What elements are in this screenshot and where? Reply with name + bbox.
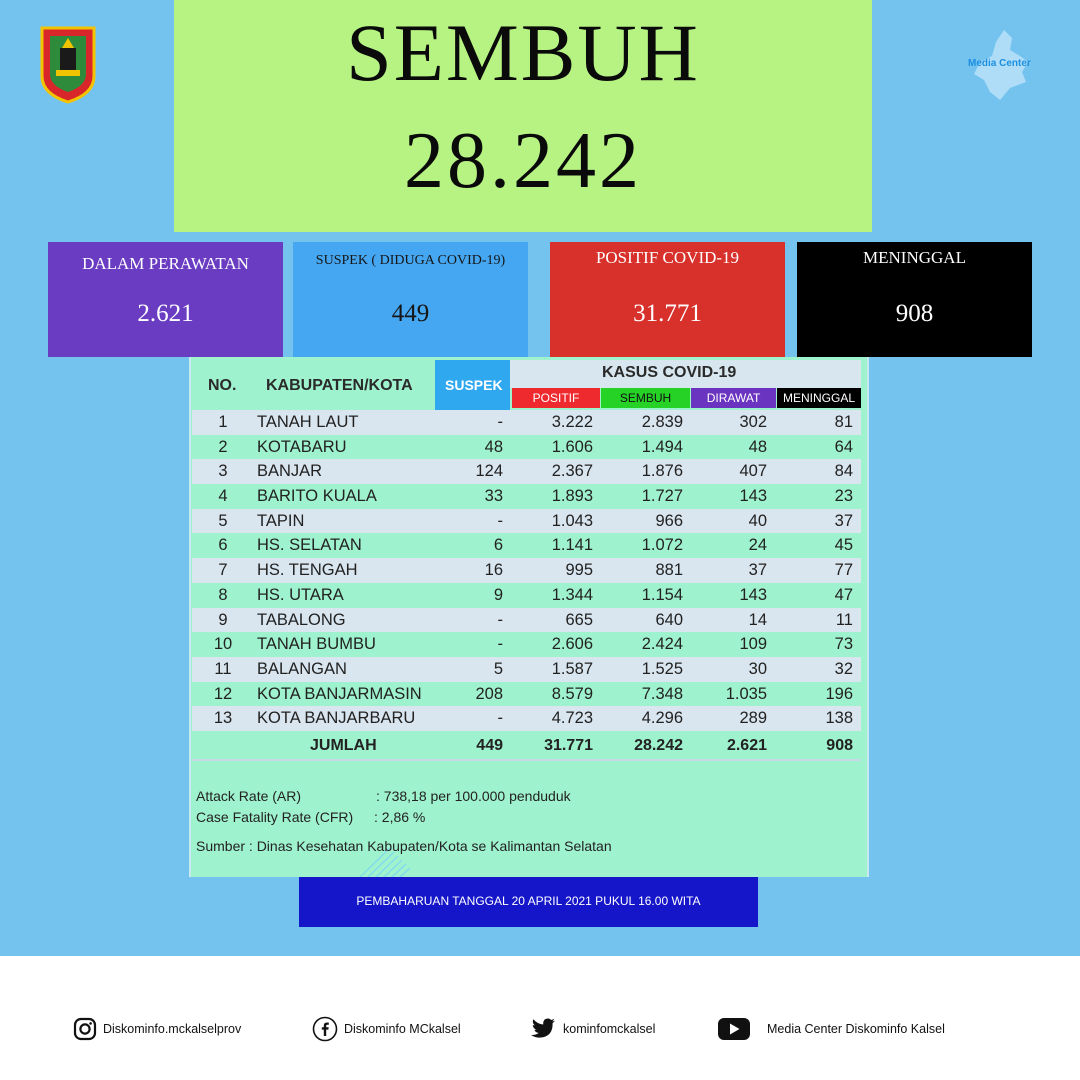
cfr-label: Case Fatality Rate (CFR) [196, 809, 354, 825]
cell-meninggal: 138 [825, 709, 853, 728]
attack-rate-value: : 738,18 per 100.000 penduduk [376, 788, 571, 804]
cell-sembuh: 966 [655, 511, 683, 530]
instagram-link[interactable] [73, 1016, 241, 1042]
cell-kabupaten: KOTABARU [257, 437, 347, 456]
table-row [192, 410, 861, 435]
cell-dirawat: 143 [739, 585, 767, 604]
sembuh-banner [174, 0, 872, 232]
cell-kabupaten: BANJAR [257, 462, 323, 481]
cell-kabupaten: HS. TENGAH [257, 561, 358, 580]
table-row [192, 632, 861, 657]
cell-dirawat: 40 [748, 511, 767, 530]
header-kasus: KASUS COVID-19 [602, 364, 737, 381]
cell-kabupaten: BARITO KUALA [257, 487, 377, 506]
cell-kabupaten: TAPIN [257, 511, 305, 530]
sembuh-title: SEMBUH [346, 7, 700, 98]
total-label: JUMLAH [310, 737, 377, 754]
twitter-icon [529, 1017, 557, 1041]
cell-positif: 995 [565, 561, 593, 580]
cell-kabupaten: KOTA BANJARBARU [257, 709, 416, 728]
cell-positif: 1.141 [551, 536, 593, 555]
cell-no: 8 [218, 585, 228, 604]
stat-label: SUSPEK ( DIDUGA COVID-19) [315, 253, 506, 268]
instagram-icon [73, 1017, 97, 1041]
cell-sembuh: 1.494 [641, 437, 683, 456]
cell-suspek: 6 [493, 536, 503, 555]
table-row [192, 608, 861, 633]
cell-no: 11 [214, 659, 232, 678]
cell-meninggal: 77 [834, 561, 853, 580]
stat-dalam-perawatan [48, 242, 283, 357]
cell-kabupaten: TABALONG [257, 610, 346, 629]
cell-meninggal: 81 [834, 413, 853, 431]
cell-sembuh: 1.525 [641, 659, 683, 678]
cell-suspek: 33 [484, 487, 503, 506]
header-sembuh: SEMBUH [601, 388, 690, 408]
sembuh-value: 28.242 [404, 117, 642, 205]
table-row [192, 706, 861, 731]
header-no: NO. [208, 377, 237, 394]
cell-no: 10 [213, 635, 233, 654]
total-dirawat: 2.621 [726, 737, 767, 754]
cfr-value: : 2,86 % [374, 809, 426, 825]
header-positif: POSITIF [512, 388, 600, 408]
twitter-link[interactable] [529, 1016, 655, 1042]
stat-suspek [293, 242, 528, 357]
cell-kabupaten: HS. UTARA [257, 585, 344, 604]
media-center-label: Media Center [968, 58, 1031, 69]
stat-label: MENINGGAL [863, 248, 966, 267]
cell-suspek: 208 [475, 684, 503, 703]
header-kabupaten: KABUPATEN/KOTA [266, 377, 413, 394]
header-meninggal: MENINGGAL [777, 388, 861, 408]
cell-meninggal: 23 [834, 487, 853, 506]
total-positif: 31.771 [544, 737, 593, 754]
cell-meninggal: 73 [834, 635, 853, 654]
table-row [192, 558, 861, 583]
cell-suspek: 16 [484, 561, 503, 580]
source-note: Sumber : Dinas Kesehatan Kabupaten/Kota se Kalimantan Selatan [196, 838, 612, 854]
header-dirawat: DIRAWAT [691, 388, 776, 408]
stat-value: 908 [895, 300, 934, 327]
cell-meninggal: 45 [834, 536, 853, 555]
table-row [192, 583, 861, 608]
facebook-handle: Diskominfo MCkalsel [344, 1022, 461, 1036]
cell-dirawat: 24 [748, 536, 767, 555]
stat-value: 31.771 [633, 300, 702, 327]
cell-suspek: - [497, 635, 503, 654]
cell-sembuh: 2.839 [641, 413, 683, 431]
instagram-handle: Diskominfo.mckalselprov [103, 1022, 242, 1036]
cell-no: 1 [218, 413, 228, 431]
facebook-icon [312, 1016, 338, 1042]
youtube-link[interactable] [717, 1016, 945, 1042]
facebook-link[interactable] [312, 1016, 461, 1042]
update-banner: PEMBAHARUAN TANGGAL 20 APRIL 2021 PUKUL 16.00 WITA [299, 877, 758, 927]
table-row [192, 435, 861, 460]
cell-dirawat: 289 [739, 709, 767, 728]
cell-no: 9 [218, 610, 228, 629]
cell-kabupaten: HS. SELATAN [257, 536, 362, 555]
cell-dirawat: 30 [748, 659, 767, 678]
cell-kabupaten: TANAH LAUT [257, 413, 359, 431]
cell-kabupaten: KOTA BANJARMASIN [257, 684, 422, 703]
table-row [192, 484, 861, 509]
cell-meninggal: 47 [834, 585, 853, 604]
cell-no: 12 [213, 684, 233, 703]
cell-dirawat: 1.035 [725, 684, 767, 703]
cell-no: 3 [218, 462, 228, 481]
cell-dirawat: 37 [748, 561, 767, 580]
cell-positif: 2.606 [551, 635, 593, 654]
cell-sembuh: 2.424 [641, 635, 683, 654]
cell-meninggal: 32 [834, 659, 853, 678]
cell-meninggal: 84 [834, 462, 853, 481]
cell-sembuh: 640 [655, 610, 683, 629]
cell-dirawat: 407 [739, 462, 767, 481]
cell-sembuh: 1.072 [641, 536, 683, 555]
cell-positif: 4.723 [551, 709, 593, 728]
cell-sembuh: 1.727 [641, 487, 683, 506]
cell-sembuh: 7.348 [641, 684, 683, 703]
cell-positif: 1.043 [551, 511, 593, 530]
attack-rate-label: Attack Rate (AR) [196, 788, 302, 804]
cell-no: 7 [218, 561, 228, 580]
cell-positif: 1.893 [551, 487, 593, 506]
table-total-row [192, 733, 861, 761]
total-meninggal: 908 [826, 737, 853, 754]
cell-positif: 2.367 [551, 462, 593, 481]
cell-no: 5 [218, 511, 228, 530]
stat-meninggal [797, 242, 1032, 357]
cell-suspek: 5 [493, 659, 503, 678]
cell-suspek: 124 [475, 462, 503, 481]
cell-suspek: - [497, 610, 503, 629]
youtube-channel: Media Center Diskominfo Kalsel [767, 1022, 945, 1036]
cell-positif: 1.587 [551, 659, 593, 678]
cell-dirawat: 302 [739, 413, 767, 431]
kalsel-emblem-icon [38, 24, 98, 104]
cell-no: 6 [218, 536, 228, 555]
stat-positif [550, 242, 785, 357]
twitter-handle: kominfomckalsel [563, 1022, 656, 1036]
cell-meninggal: 64 [834, 437, 853, 456]
stat-label: DALAM PERAWATAN [82, 254, 249, 273]
cell-positif: 3.222 [551, 413, 593, 431]
cell-suspek: - [497, 511, 503, 530]
header-suspek: SUSPEK [445, 377, 503, 393]
stat-value: 2.621 [137, 300, 194, 327]
cell-meninggal: 37 [834, 511, 853, 530]
total-sembuh: 28.242 [634, 737, 683, 754]
cell-meninggal: 196 [825, 684, 853, 703]
cell-no: 13 [213, 709, 233, 728]
cell-suspek: 9 [493, 585, 503, 604]
cell-suspek: 48 [484, 437, 503, 456]
table-row [192, 657, 861, 682]
cell-dirawat: 143 [739, 487, 767, 506]
cell-suspek: - [497, 709, 503, 728]
cell-no: 2 [218, 437, 228, 456]
cell-kabupaten: TANAH BUMBU [257, 635, 376, 654]
table-body [192, 410, 861, 731]
cell-positif: 1.606 [551, 437, 593, 456]
table-row [192, 533, 861, 558]
cell-meninggal: 11 [835, 610, 853, 629]
cell-dirawat: 48 [748, 437, 767, 456]
total-suspek: 449 [476, 737, 503, 754]
table-row [192, 509, 861, 534]
cell-positif: 1.344 [551, 585, 593, 604]
table-row [192, 459, 861, 484]
table-row [192, 682, 861, 707]
youtube-icon [717, 1017, 751, 1041]
table-header [192, 360, 861, 410]
stat-label: POSITIF COVID-19 [595, 248, 740, 267]
cell-sembuh: 881 [655, 561, 683, 580]
cell-suspek: - [497, 413, 503, 431]
cell-kabupaten: BALANGAN [257, 659, 347, 678]
cell-sembuh: 1.876 [641, 462, 683, 481]
cell-positif: 8.579 [551, 684, 593, 703]
cell-sembuh: 4.296 [641, 709, 683, 728]
stat-value: 449 [391, 300, 430, 327]
cell-sembuh: 1.154 [641, 585, 683, 604]
cell-dirawat: 109 [739, 635, 767, 654]
cell-positif: 665 [565, 610, 593, 629]
cell-no: 4 [218, 487, 228, 506]
cell-dirawat: 14 [748, 610, 767, 629]
